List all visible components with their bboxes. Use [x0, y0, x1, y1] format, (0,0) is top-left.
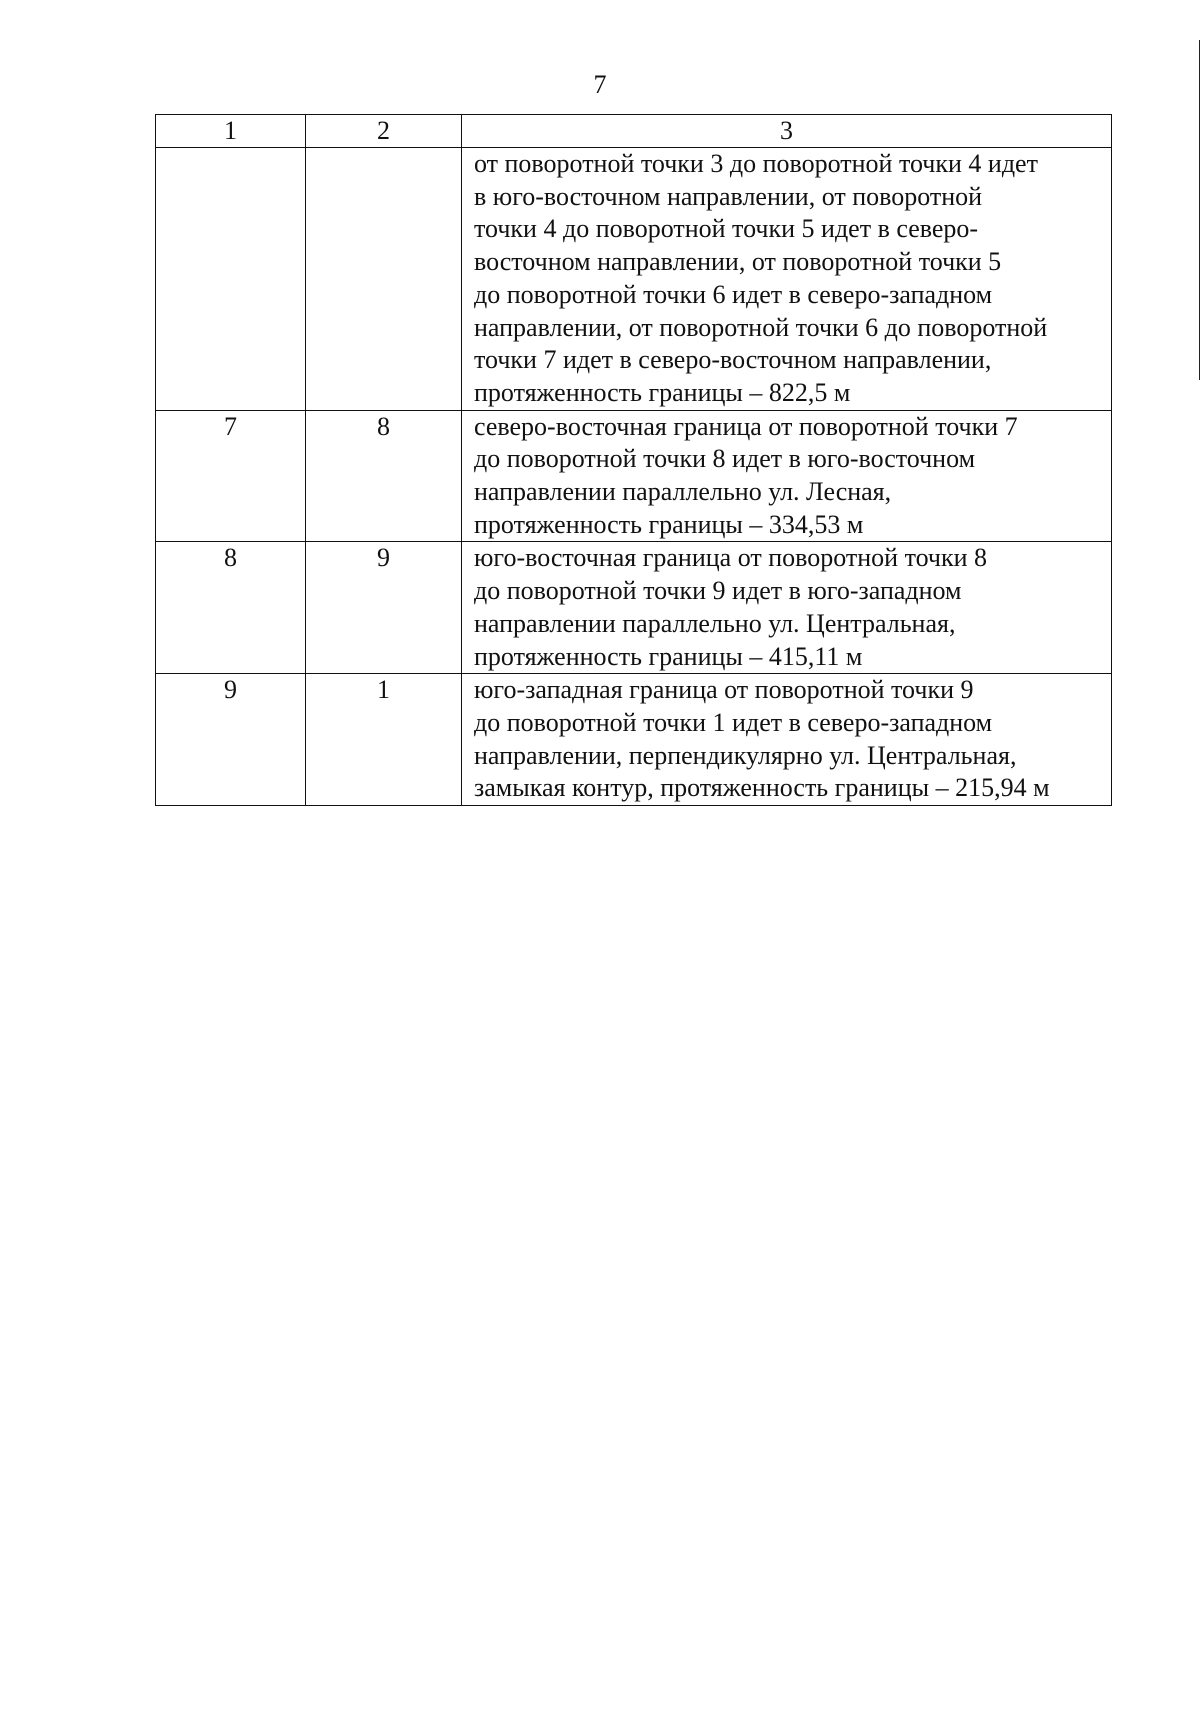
boundary-description-cell: юго-западная граница от поворотной точки 9 до поворотной точки 1 идет в северо-западном направлении, перпендикулярно ул. Центральная, замыкая контур, протяженность границы – 215,94 м [462, 674, 1112, 806]
point-from-cell: 7 [156, 410, 306, 542]
point-from-cell [156, 148, 306, 411]
table-row [156, 410, 1112, 542]
boundary-description-cell: северо-восточная граница от поворотной точки 7 до поворотной точки 8 идет в юго-восточном направлении параллельно ул. Лесная, протяженность границы – 334,53 м [462, 410, 1112, 542]
point-to-cell: 1 [306, 674, 462, 806]
point-to-cell [306, 148, 462, 411]
table-row [156, 542, 1112, 674]
header-cell-1: 1 [156, 115, 306, 148]
boundary-description-cell: юго-восточная граница от поворотной точки 8 до поворотной точки 9 идет в юго-западном направлении параллельно ул. Центральная, протяженность границы – 415,11 м [462, 542, 1112, 674]
page-number: 7 [593, 70, 607, 99]
boundary-table [155, 114, 1112, 806]
point-to-cell: 9 [306, 542, 462, 674]
header-cell-3: 3 [462, 115, 1112, 148]
header-cell-2: 2 [306, 115, 462, 148]
point-to-cell: 8 [306, 410, 462, 542]
point-from-cell: 9 [156, 674, 306, 806]
point-from-cell: 8 [156, 542, 306, 674]
table-row [156, 148, 1112, 411]
boundary-description-cell: от поворотной точки 3 до поворотной точки 4 идет в юго-восточном направлении, от поворотной точки 4 до поворотной точки 5 идет в северо- восточном направлении, от поворотной точки 5 до поворотной точки 6 идет в северо-западном направлении, от поворотной точки 6 до поворотной точки 7 идет в северо-восточном направлении, протяженность границы – 822,5 м [462, 148, 1112, 411]
table-row [156, 674, 1112, 806]
table-header-row [156, 115, 1112, 148]
